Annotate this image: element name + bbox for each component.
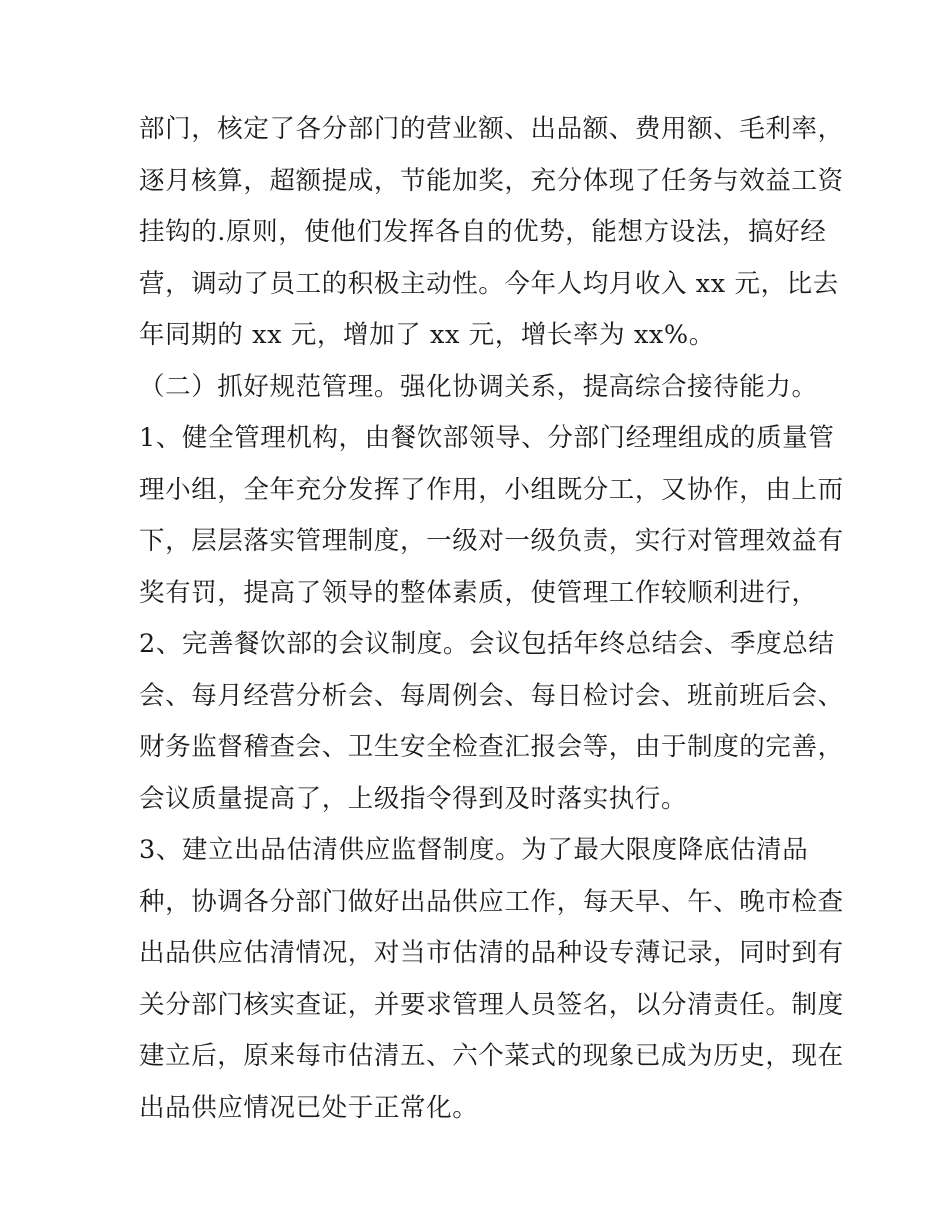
text-line-3: 挂钩的.原则，使他们发挥各自的优势，能想方设法，搞好经: [139, 217, 827, 247]
text-line-5: 年同期的 xx 元，增加了 xx 元，增长率为 xx%。: [139, 320, 715, 350]
text-line-8: 理小组，全年充分发挥了作用，小组既分工，又协作，由上而: [139, 474, 844, 505]
text-line-16: 种，协调各分部门做好出品供应工作，每天早、午、晚市检查: [139, 886, 844, 917]
text-line-9: 下，层层落实管理制度，一级对一级负责，实行对管理效益有: [139, 526, 844, 556]
text-line-2: 逐月核算，超额提成，节能加奖，充分体现了任务与效益工资: [139, 165, 844, 196]
text-line-20: 出品供应情况已处于正常化。: [139, 1092, 479, 1123]
text-line-13: 财务监督稽查会、卫生安全检查汇报会等，由于制度的完善，: [139, 732, 844, 762]
document-body: [139, 104, 844, 1134]
text-line-10: 奖有罚，提高了领导的整体素质，使管理工作较顺利进行，: [139, 577, 818, 608]
text-line-12: 会、每月经营分析会、每周例会、每日检讨会、班前班后会、: [139, 680, 844, 711]
text-line-19: 建立后，原来每市估清五、六个菜式的现象已成为历史，现在: [139, 1041, 844, 1071]
section-heading-2: （二）抓好规范管理。强化协调关系，提高综合接待能力。: [139, 371, 818, 402]
text-line-17: 出品供应估清情况，对当市估清的品种设专薄记录，同时到有: [139, 938, 844, 968]
text-line-7: 1、健全管理机构，由餐饮部领导、分部门经理组成的质量管: [139, 423, 835, 453]
text-line-11: 2、完善餐饮部的会议制度。会议包括年终总结会、季度总结: [139, 629, 835, 659]
text-line-15: 3、建立出品估清供应监督制度。为了最大限度降底估清品: [139, 835, 809, 865]
text-line-14: 会议质量提高了，上级指令得到及时落实执行。: [139, 783, 688, 814]
text-line-4: 营，调动了员工的积极主动性。今年人均月收入 xx 元，比去: [139, 268, 839, 299]
text-line-18: 关分部门核实查证，并要求管理人员签名，以分清责任。制度: [139, 989, 844, 1020]
text-line-1: 部门，核定了各分部门的营业额、出品额、费用额、毛利率，: [139, 114, 844, 144]
